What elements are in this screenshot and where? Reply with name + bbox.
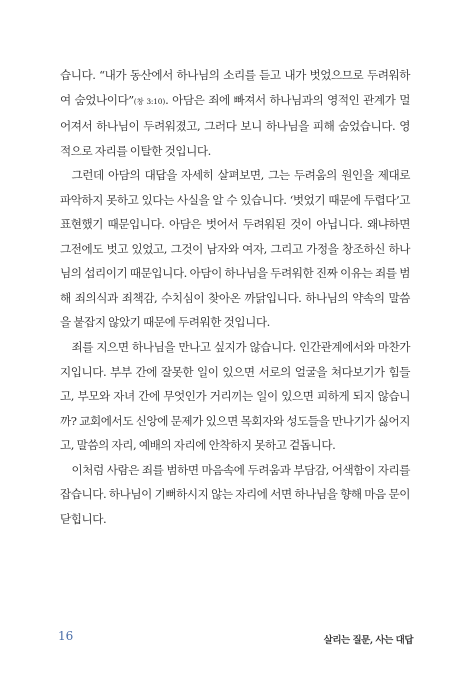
body-text xyxy=(60,63,410,531)
scripture-reference: (창 3:10) xyxy=(133,96,166,106)
paragraph-1-text-b: . 아담은 죄에 빠져서 하나님과의 영적인 관계가 멀어져서 하나님이 두려워졌고, 그러다 보니 하나님을 피해 숨었습니다. 영적으로 자리를 이탈한 것입니다. xyxy=(60,92,410,158)
running-title: 살리는 질문, 사는 대답 xyxy=(323,635,413,646)
paragraph-2: 그런데 아담의 대답을 자세히 살펴보면, 그는 두려움의 원인을 제대로 파악하지 못하고 있다는 사실을 알 수 있습니다. ‘벗었기 때문에 두렵다’고 표현했기 때문입니다. 아담은 벗어서 두려워된 것이 아닙니다. 왜냐하면 그전에도 벗고 있었고, 그것이 남자와 여자, 그리고 가정을 창조하신 하나님의 섭리이기 때문입니다. 아담이 하나님을 두려워한 진짜 이유는 죄를 범해 죄의식과 죄책감, 수치심이 찾아온 까닭입니다. 하나님의 약속의 말씀을 붙잡지 않았기 때문에 두려워한 것입니다. xyxy=(60,168,410,330)
paragraph-1 xyxy=(60,63,410,163)
paragraph-3: 죄를 지으면 하나님을 만나고 싶지가 않습니다. 인간관계에서와 마찬가지입니다. 부부 간에 잘못한 일이 있으면 서로의 얼굴을 쳐다보기가 힘들고, 부모와 자녀 간에 무엇인가 거리끼는 일이 있으면 피하게 되지 않습니까? 교회에서도 신앙에 문제가 있으면 목회자와 성도들을 만나기가 싫어지고, 말씀의 자리, 예배의 자리에 안착하지 못하고 겉돕니다. xyxy=(60,340,410,453)
paragraph-1-text-a: 습니다. “내가 동산에서 하나님의 소리를 듣고 내가 벗었으므로 두려워하여 숨었나이다” xyxy=(60,68,410,107)
page-number: 16 xyxy=(58,629,74,643)
paragraph-4: 이처럼 사람은 죄를 범하면 마음속에 두려움과 부담감, 어색함이 자리를 잡습니다. 하나님이 기뻐하시지 않는 자리에 서면 하나님을 향해 마음 문이 닫힙니다. xyxy=(60,462,410,526)
